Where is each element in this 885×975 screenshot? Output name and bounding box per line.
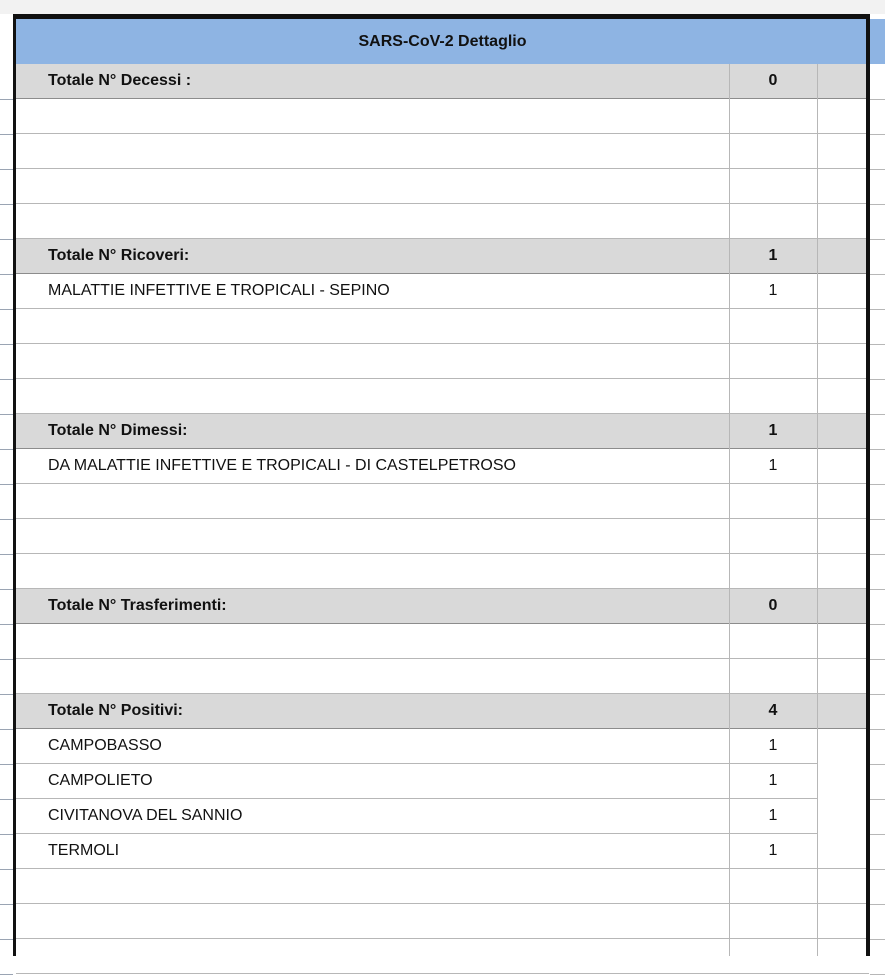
gridline: [0, 414, 13, 415]
gridline: [870, 344, 885, 345]
gridline: [0, 764, 13, 765]
gridline: [870, 99, 885, 100]
gridline: [870, 834, 885, 835]
gridline: [0, 834, 13, 835]
item-value-cell[interactable]: 1: [768, 807, 778, 824]
table-row: [16, 729, 869, 764]
item-value-cell[interactable]: 1: [768, 842, 778, 859]
section-total-label[interactable]: Totale N° Dimessi:: [48, 422, 188, 439]
gridline: [0, 344, 13, 345]
section-header-row: [16, 694, 869, 729]
gridline: [0, 379, 13, 380]
empty-cell[interactable]: [729, 659, 817, 693]
gridline: [870, 554, 885, 555]
adjacent-column-right: [870, 14, 885, 956]
empty-cell[interactable]: [729, 99, 817, 133]
empty-row: [16, 379, 869, 414]
empty-cell[interactable]: [729, 204, 817, 238]
gridline: [0, 729, 13, 730]
gridline: [0, 274, 13, 275]
section-total-label[interactable]: Totale N° Ricoveri:: [48, 247, 190, 264]
item-label-cell[interactable]: DA MALATTIE INFETTIVE E TROPICALI - DI CASTELPETROSO: [48, 457, 516, 474]
section-total-value[interactable]: 4: [768, 702, 778, 719]
section-total-label[interactable]: Totale N° Trasferimenti:: [48, 597, 227, 614]
gridline: [0, 484, 13, 485]
empty-row: [16, 659, 869, 694]
top-strip: [0, 0, 885, 14]
empty-cell[interactable]: [729, 869, 817, 903]
table-row: [16, 274, 869, 309]
item-label-cell[interactable]: CAMPOBASSO: [48, 737, 162, 754]
table-title[interactable]: SARS-CoV-2 Dettaglio: [16, 14, 869, 64]
gridline: [870, 204, 885, 205]
empty-cell[interactable]: [729, 309, 817, 343]
merged-empty-cell[interactable]: [818, 729, 869, 868]
empty-row: [16, 344, 869, 379]
empty-row: [16, 519, 869, 554]
gridline: [870, 274, 885, 275]
table-row: [16, 764, 869, 799]
gridline: [0, 309, 13, 310]
item-value-cell[interactable]: 1: [768, 457, 778, 474]
item-label-cell[interactable]: TERMOLI: [48, 842, 120, 859]
empty-cell[interactable]: [729, 554, 817, 588]
gridline: [0, 659, 13, 660]
gridline: [870, 764, 885, 765]
gridline: [0, 624, 13, 625]
item-value-cell[interactable]: 1: [768, 772, 778, 789]
gridline: [870, 869, 885, 870]
item-label-cell[interactable]: CAMPOLIETO: [48, 772, 153, 789]
gridline: [0, 554, 13, 555]
section-header-row: [16, 589, 869, 624]
section-total-value[interactable]: 0: [768, 597, 778, 614]
gridline: [0, 99, 13, 100]
gridline: [870, 414, 885, 415]
table-row: [16, 799, 869, 834]
gridline: [870, 239, 885, 240]
adjacent-column-left: [0, 14, 13, 956]
gridline: [870, 904, 885, 905]
empty-row: [16, 204, 869, 239]
table-row: [16, 834, 869, 869]
item-value-cell[interactable]: 1: [768, 282, 778, 299]
section-total-value[interactable]: 1: [768, 247, 778, 264]
empty-row: [16, 484, 869, 519]
empty-row: [16, 869, 869, 904]
gridline: [870, 134, 885, 135]
empty-row: [16, 554, 869, 589]
gridline: [0, 204, 13, 205]
section-total-label[interactable]: Totale N° Decessi :: [48, 72, 192, 89]
empty-cell[interactable]: [729, 939, 817, 973]
empty-row: [16, 939, 869, 974]
section-total-value[interactable]: 1: [768, 422, 778, 439]
empty-cell[interactable]: [729, 379, 817, 413]
gridline: [870, 729, 885, 730]
gridline: [0, 239, 13, 240]
section-header-row: [16, 239, 869, 274]
gridline: [870, 659, 885, 660]
gridline: [870, 694, 885, 695]
item-label-cell[interactable]: CIVITANOVA DEL SANNIO: [48, 807, 243, 824]
gridline: [0, 134, 13, 135]
section-header-row: [16, 64, 869, 99]
column-divider: [729, 64, 730, 956]
gridline: [870, 939, 885, 940]
gridline: [870, 519, 885, 520]
empty-cell[interactable]: [729, 344, 817, 378]
header-fill-overflow: [870, 19, 885, 64]
gridline: [870, 589, 885, 590]
gridline: [870, 309, 885, 310]
empty-cell[interactable]: [729, 484, 817, 518]
item-value-cell[interactable]: 1: [768, 737, 778, 754]
empty-cell[interactable]: [729, 904, 817, 938]
gridline: [870, 624, 885, 625]
gridline: [0, 904, 13, 905]
empty-row: [16, 309, 869, 344]
empty-cell[interactable]: [729, 624, 817, 658]
gridline: [870, 169, 885, 170]
gridline: [0, 799, 13, 800]
empty-row: [16, 134, 869, 169]
empty-row: [16, 624, 869, 659]
empty-row: [16, 99, 869, 134]
gridline: [0, 519, 13, 520]
spreadsheet-table: [16, 14, 869, 956]
gridline: [0, 869, 13, 870]
gridline: [870, 799, 885, 800]
section-total-value[interactable]: 0: [768, 72, 778, 89]
gridline: [0, 169, 13, 170]
empty-cell[interactable]: [729, 519, 817, 553]
empty-row: [16, 169, 869, 204]
gridline: [870, 379, 885, 380]
item-label-cell[interactable]: MALATTIE INFETTIVE E TROPICALI - SEPINO: [48, 282, 390, 299]
empty-row: [16, 904, 869, 939]
gridline: [0, 939, 13, 940]
gridline: [0, 694, 13, 695]
gridline: [0, 449, 13, 450]
table-row: [16, 449, 869, 484]
gridline: [870, 484, 885, 485]
section-total-label[interactable]: Totale N° Positivi:: [48, 702, 184, 719]
gridline: [0, 589, 13, 590]
empty-cell[interactable]: [729, 169, 817, 203]
section-header-row: [16, 414, 869, 449]
empty-cell[interactable]: [729, 134, 817, 168]
gridline: [870, 449, 885, 450]
